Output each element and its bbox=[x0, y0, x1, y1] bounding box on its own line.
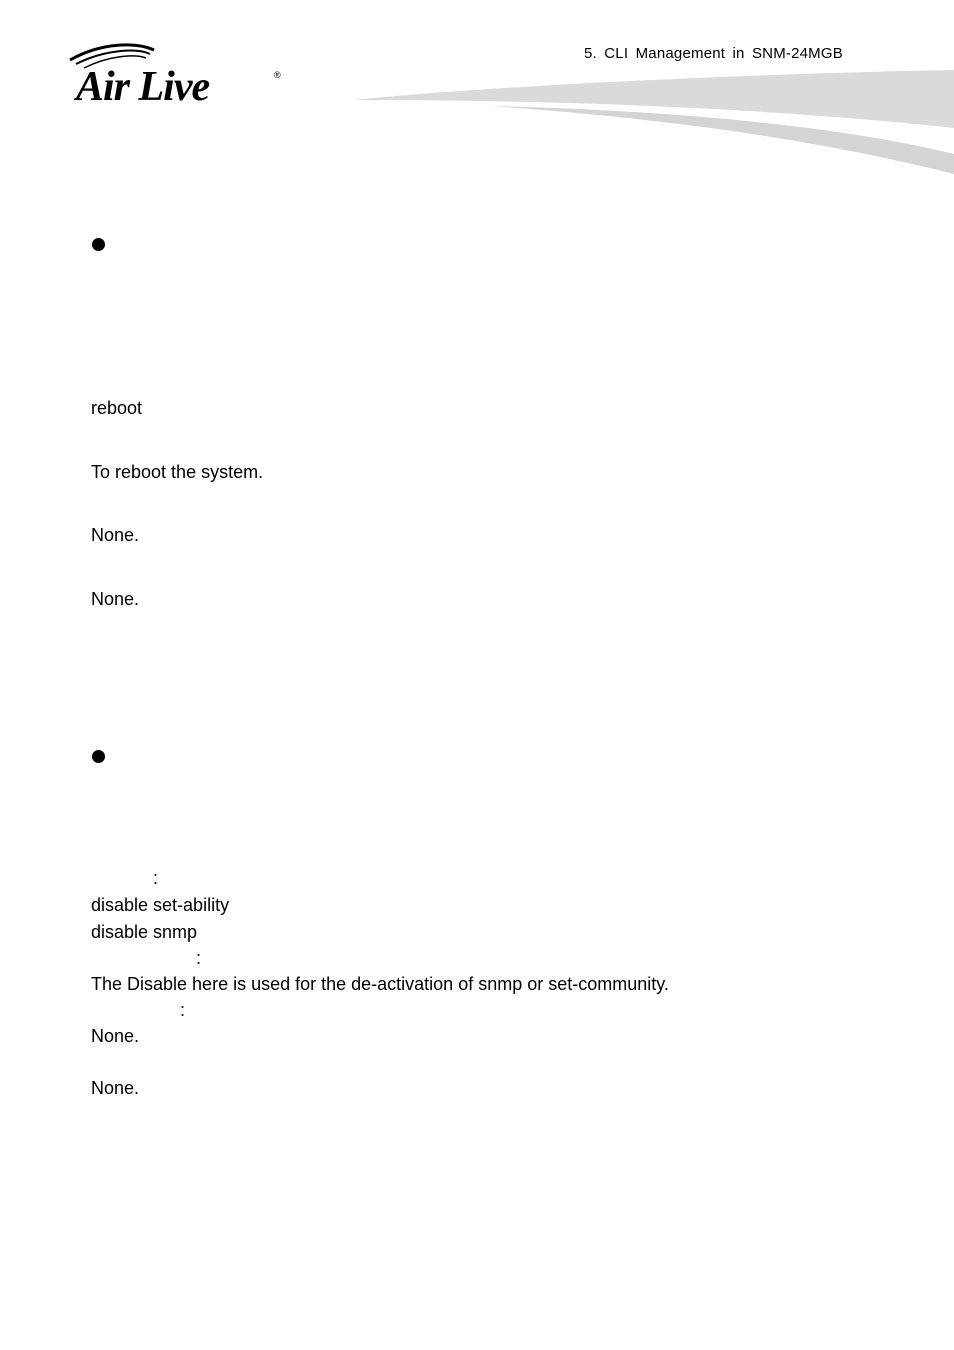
section2-syntax-colon: : bbox=[153, 868, 159, 888]
section2-syntax-line-2: disable snmp bbox=[91, 922, 198, 942]
section2-possible-value: None. bbox=[91, 1078, 140, 1098]
chapter-title: 5. CLI Management in SNM-24MGB bbox=[584, 45, 843, 62]
section1-argument: None. bbox=[91, 525, 140, 545]
section2-argument: None. bbox=[91, 1026, 140, 1046]
section1-description: To reboot the system. bbox=[91, 462, 264, 482]
bullet-icon bbox=[92, 750, 105, 763]
section1-syntax: reboot bbox=[91, 398, 143, 418]
section2-description: The Disable here is used for the de-activation of snmp or set-community. bbox=[91, 974, 669, 994]
bullet-icon bbox=[92, 238, 105, 251]
section2-syntax-line-1: disable set-ability bbox=[91, 895, 230, 915]
section2-argument-colon: : bbox=[180, 1000, 186, 1020]
logo-text: Air Live bbox=[76, 64, 210, 110]
section1-possible-value: None. bbox=[91, 589, 140, 609]
airlive-logo-icon bbox=[62, 40, 292, 110]
header-swoosh-decoration bbox=[340, 66, 954, 178]
logo-registered-mark: ® bbox=[274, 70, 281, 80]
section2-description-colon: : bbox=[196, 948, 202, 968]
